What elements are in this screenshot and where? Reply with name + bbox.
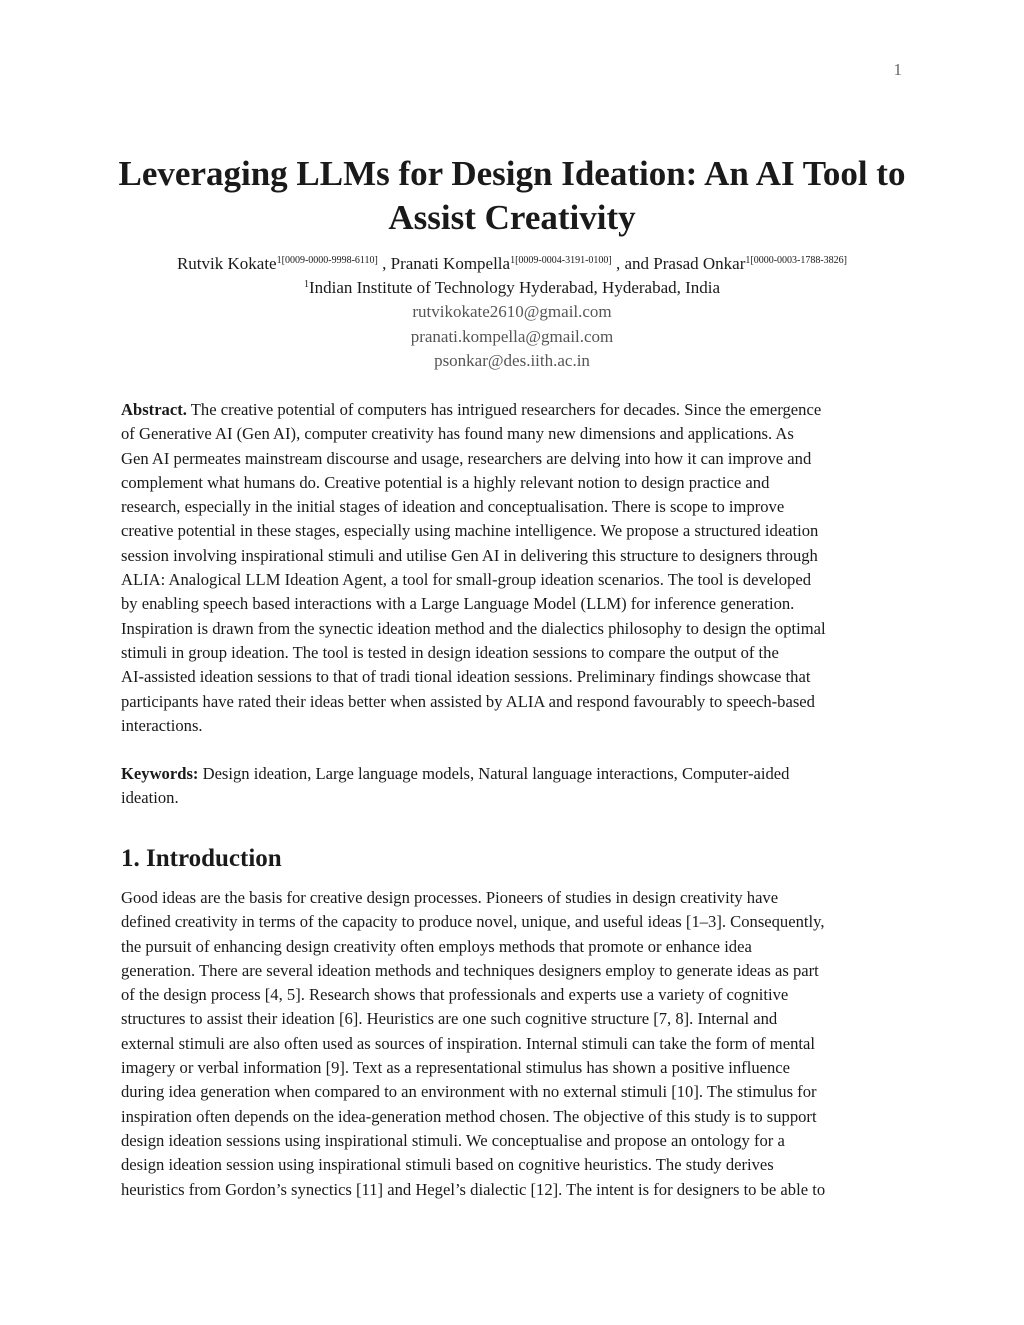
page-number: 1: [893, 60, 902, 79]
intro-line: of the design process [4, 5]. Research shows that professionals and experts use a variety of cognitive: [121, 985, 789, 1005]
author-list: [80, 253, 944, 275]
author-orcid-2: 1[0009-0004-3191-0100]: [510, 255, 612, 266]
abstract: [121, 398, 905, 738]
author-name-2: Pranati Kompella: [390, 254, 511, 273]
abstract-line: session involving inspirational stimuli and utilise Gen AI in delivering this structure to designers through: [121, 545, 818, 565]
keywords-line: ideation.: [121, 788, 179, 808]
abstract-line: ALIA: Analogical LLM Ideation Agent, a tool for small-group ideation scenarios. The tool is developed: [121, 570, 812, 590]
author-orcid-1: 1[0009-0000-9998-6110]: [276, 255, 378, 266]
abstract-line: by enabling speech based interactions with a Large Language Model (LLM) for inference generation.: [121, 594, 795, 614]
abstract-line: creative potential in these stages, especially using machine intelligence. We propose a structured ideation: [121, 521, 819, 541]
intro-line: design ideation sessions using inspirational stimuli. We conceptualise and propose an ontology for a: [121, 1130, 785, 1150]
email-2[interactable]: pranati.kompella@gmail.com: [410, 327, 614, 346]
abstract-line: Abstract. The creative potential of computers has intrigued researchers for decades. Since the emergence: [121, 400, 822, 419]
author-name-1: Rutvik Kokate: [176, 254, 277, 273]
intro-line: inspiration often depends on the idea-generation method chosen. The objective of this study is to support: [121, 1106, 817, 1126]
email-1[interactable]: rutvikokate2610@gmail.com: [412, 302, 612, 321]
abstract-line: complement what humans do. Creative potential is a highly relevant notion to design practice and: [121, 472, 770, 492]
title-line-1: Leveraging LLMs for Design Ideation: An AI Tool to: [118, 154, 906, 193]
keywords: [121, 762, 905, 811]
title-line-2: Assist Creativity: [388, 198, 636, 237]
affiliation-marker: 1: [303, 279, 309, 290]
email-3[interactable]: psonkar@des.iith.ac.in: [434, 351, 590, 370]
abstract-line: Inspiration is drawn from the synectic ideation method and the dialectics philosophy to design the optimal: [121, 618, 826, 638]
abstract-line: AI-assisted ideation sessions to that of tradi tional ideation sessions. Preliminary findings showcase that: [121, 667, 811, 687]
affiliation-text: Indian Institute of Technology Hyderabad, Hyderabad, India: [308, 278, 721, 297]
author-separator-1: ,: [377, 254, 391, 273]
paper-title: [100, 152, 924, 240]
keywords-line: Keywords: Design ideation, Large language models, Natural language interactions, Computer-aided: [121, 764, 790, 783]
affiliation: [80, 277, 944, 299]
abstract-line: Gen AI permeates mainstream discourse and usage, researchers are delving into how it can improve and: [121, 448, 812, 468]
abstract-line: of Generative AI (Gen AI), computer creativity has found many new dimensions and applications. As: [121, 424, 794, 444]
intro-line: defined creativity in terms of the capacity to produce novel, unique, and useful ideas [1–3]. Consequently,: [121, 912, 825, 932]
intro-line: during idea generation when compared to an environment with no external stimuli [10]. The stimulus for: [121, 1082, 817, 1102]
intro-line: structures to assist their ideation [6]. Heuristics are one such cognitive structure [7, 8]. Internal and: [121, 1009, 778, 1029]
author-name-3: Prasad Onkar: [653, 254, 746, 273]
keywords-label: Keywords:: [121, 764, 199, 783]
abstract-label: Abstract.: [121, 400, 187, 419]
abstract-line: stimuli in group ideation. The tool is tested in design ideation sessions to compare the output of the: [121, 642, 779, 662]
abstract-line: interactions.: [121, 715, 203, 735]
intro-line: Good ideas are the basis for creative design processes. Pioneers of studies in design creativity have: [121, 888, 779, 907]
author-orcid-3: 1[0000-0003-1788-3826]: [745, 255, 848, 266]
author-separator-2: , and: [611, 254, 654, 273]
intro-line: imagery or verbal information [9]. Text as a representational stimulus has shown a positive influence: [121, 1058, 791, 1078]
section-heading-introduction: 1. Introduction: [121, 845, 282, 872]
intro-line: generation. There are several ideation methods and techniques designers employ to generate ideas as part: [121, 960, 819, 980]
abstract-line: research, especially in the initial stages of ideation and conceptualisation. There is scope to improve: [121, 497, 785, 517]
intro-line: the pursuit of enhancing design creativity often employs methods that promote or enhance idea: [121, 936, 752, 956]
intro-line: design ideation session using inspirational stimuli based on cognitive heuristics. The study derives: [121, 1155, 774, 1175]
intro-line: heuristics from Gordon’s synectics [11] and Hegel’s dialectic [12]. The intent is for designers to be able to: [121, 1179, 826, 1199]
introduction-paragraph: [121, 886, 905, 1202]
abstract-line: participants have rated their ideas better when assisted by ALIA and respond favourably to speech-based: [121, 691, 815, 711]
intro-line: external stimuli are also often used as sources of inspiration. Internal stimuli can take the form of mental: [121, 1033, 815, 1053]
